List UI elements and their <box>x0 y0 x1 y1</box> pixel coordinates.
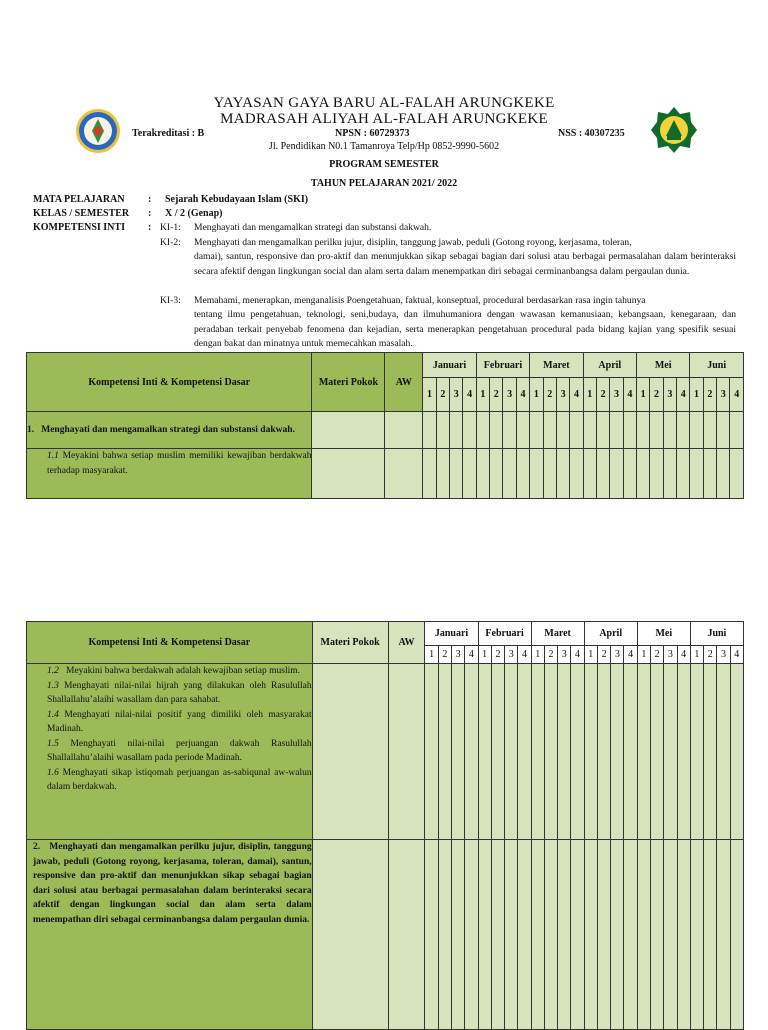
week-number: 4 <box>677 646 690 664</box>
week-number: 2 <box>438 646 451 664</box>
month-header-januari: Januari <box>425 622 478 646</box>
schedule-cell[interactable] <box>423 449 436 499</box>
schedule-cell[interactable] <box>637 412 650 449</box>
schedule-cell[interactable] <box>531 664 544 840</box>
schedule-cell[interactable] <box>465 664 478 840</box>
schedule-cell[interactable] <box>463 412 476 449</box>
kd-text: Menghayati dan mengamalkan perilku jujur, disiplin, tanggung jawab, peduli (Gotong royong, kerjasama, toleran, damai), santun, responsive dan pro-aktif dan menunjukkan sikap sebagai bagian dari solusi atau berbagai permasalahan dalam berinteraksi secara afektif dengan lingkungan social dan alam serta dalam menempathan diri sebagai cerminanbangsa dalam pergaulan dunia. <box>33 842 312 925</box>
week-number: 1 <box>530 378 543 412</box>
schedule-cell[interactable] <box>650 449 663 499</box>
schedule-cell[interactable] <box>583 449 596 499</box>
week-number: 4 <box>730 378 744 412</box>
ki-label: KOMPETENSI INTI <box>33 222 125 233</box>
kd-number: 2. <box>33 842 41 852</box>
schedule-cell[interactable] <box>596 412 609 449</box>
week-number: 1 <box>690 646 703 664</box>
month-header-row <box>27 622 744 646</box>
schedule-cell[interactable] <box>650 412 663 449</box>
schedule-cell[interactable] <box>478 664 491 840</box>
schedule-cell[interactable] <box>570 412 583 449</box>
week-number: 3 <box>558 646 571 664</box>
document-title: PROGRAM SEMESTER <box>329 159 439 170</box>
week-number: 1 <box>476 378 489 412</box>
kd-number: 1.2 <box>47 666 59 676</box>
schedule-cell[interactable] <box>476 412 489 449</box>
week-number: 2 <box>703 378 716 412</box>
schedule-cell[interactable] <box>450 449 463 499</box>
month-header-mei: Mei <box>637 353 690 378</box>
schedule-cell[interactable] <box>703 412 716 449</box>
month-header-row <box>27 353 744 378</box>
schedule-cell[interactable] <box>637 664 650 840</box>
schedule-cell[interactable] <box>624 840 637 1030</box>
npsn: NPSN : 60729373 <box>335 128 410 139</box>
schedule-cell[interactable] <box>730 412 744 449</box>
kd-cell <box>27 449 312 499</box>
foundation-name: YAYASAN GAYA BARU AL-FALAH ARUNGKEKE <box>213 95 555 111</box>
month-header-mei: Mei <box>637 622 690 646</box>
schedule-cell[interactable] <box>518 664 531 840</box>
week-number: 2 <box>436 378 449 412</box>
week-number: 4 <box>465 646 478 664</box>
schedule-cell[interactable] <box>452 664 465 840</box>
schedule-cell[interactable] <box>664 664 677 840</box>
week-number: 4 <box>570 378 583 412</box>
kd-number: 1.3 <box>47 680 59 691</box>
schedule-cell[interactable] <box>556 449 569 499</box>
ki-2 <box>160 236 736 279</box>
week-number: 2 <box>596 378 609 412</box>
week-number: 3 <box>664 646 677 664</box>
week-number: 4 <box>624 646 637 664</box>
schedule-cell[interactable] <box>663 449 676 499</box>
schedule-cell[interactable] <box>704 664 717 840</box>
schedule-cell[interactable] <box>690 412 703 449</box>
schedule-cell[interactable] <box>450 412 463 449</box>
schedule-cell[interactable] <box>436 412 449 449</box>
week-number: 2 <box>651 646 664 664</box>
table-row <box>27 412 744 449</box>
subject-label: MATA PELAJARAN <box>33 194 125 205</box>
week-number: 4 <box>518 646 531 664</box>
week-number: 3 <box>556 378 569 412</box>
week-number: 3 <box>450 378 463 412</box>
class-label: KELAS / SEMESTER <box>33 208 130 219</box>
month-header-april: April <box>583 353 636 378</box>
schedule-cell[interactable] <box>663 412 676 449</box>
schedule-cell[interactable] <box>544 664 557 840</box>
ki-1 <box>160 221 736 235</box>
schedule-cell[interactable] <box>478 840 491 1030</box>
week-number: 4 <box>677 378 690 412</box>
month-header-juni: Juni <box>690 353 744 378</box>
kd-item <box>47 737 312 766</box>
schedule-cell[interactable] <box>490 449 503 499</box>
schedule-cell[interactable] <box>730 449 744 499</box>
table-row <box>27 664 744 840</box>
kd-number: 1.6 <box>47 767 59 778</box>
schedule-cell[interactable] <box>438 840 451 1030</box>
schedule-cell[interactable] <box>425 840 438 1030</box>
week-number: 1 <box>637 646 650 664</box>
month-header-maret: Maret <box>530 353 583 378</box>
kd-item <box>47 708 312 737</box>
week-number: 3 <box>717 646 730 664</box>
schedule-cell[interactable] <box>570 449 583 499</box>
schedule-cell[interactable] <box>717 664 730 840</box>
week-number: 1 <box>478 646 491 664</box>
schedule-cell[interactable] <box>571 664 584 840</box>
class-sep: : <box>148 208 152 219</box>
schedule-cell[interactable] <box>610 449 623 499</box>
kd-cell <box>27 412 312 449</box>
schedule-cell[interactable] <box>518 840 531 1030</box>
month-header-maret: Maret <box>531 622 584 646</box>
week-number: 3 <box>610 378 623 412</box>
kd-text: Menghayati nilai-nilai positif yang dimiliki oleh masyarakat Madinah. <box>47 709 312 734</box>
schedule-cell[interactable] <box>503 412 516 449</box>
schedule-cell[interactable] <box>558 664 571 840</box>
kd-cell-group <box>27 664 313 840</box>
subject-sep: : <box>148 194 152 205</box>
schedule-cell[interactable] <box>558 840 571 1030</box>
schedule-cell[interactable] <box>503 449 516 499</box>
week-number: 1 <box>637 378 650 412</box>
week-number: 2 <box>491 646 504 664</box>
kd-text: Meyakini bahwa berdakwah adalah kewajiban setiap muslim. <box>66 666 300 676</box>
schedule-cell[interactable] <box>490 412 503 449</box>
subject-value: Sejarah Kebudayaan Islam (SKI) <box>165 194 309 205</box>
week-number: 4 <box>571 646 584 664</box>
ki-2-code: KI-2: <box>160 237 181 248</box>
schedule-cell[interactable] <box>717 840 730 1030</box>
schedule-cell[interactable] <box>505 840 518 1030</box>
schedule-cell[interactable] <box>677 840 690 1030</box>
schedule-cell[interactable] <box>438 664 451 840</box>
week-number: 2 <box>704 646 717 664</box>
schedule-cell[interactable] <box>530 449 543 499</box>
week-number: 3 <box>663 378 676 412</box>
schedule-cell[interactable] <box>690 840 703 1030</box>
month-header-februari: Februari <box>478 622 531 646</box>
month-header-juni: Juni <box>690 622 743 646</box>
week-number: 1 <box>531 646 544 664</box>
month-header-april: April <box>584 622 637 646</box>
ki-1-code: KI-1: <box>160 222 181 233</box>
table-row <box>27 449 744 499</box>
schedule-cell[interactable] <box>583 412 596 449</box>
schedule-cell[interactable] <box>637 449 650 499</box>
accreditation: Terakreditasi : B <box>132 128 205 139</box>
week-number: 3 <box>505 646 518 664</box>
schedule-cell[interactable] <box>505 664 518 840</box>
schedule-cell[interactable] <box>651 664 664 840</box>
ki-3-code: KI-3: <box>160 295 181 306</box>
week-number: 1 <box>425 646 438 664</box>
schedule-cell[interactable] <box>730 840 743 1030</box>
ki-sep: : <box>148 222 152 233</box>
schedule-cell[interactable] <box>677 449 690 499</box>
kd-column-header: Kompetensi Inti & Kompetensi Dasar <box>27 353 312 412</box>
schedule-cell[interactable] <box>530 412 543 449</box>
kd-text: Menghayati dan mengamalkan strategi dan substansi dakwah. <box>41 424 295 435</box>
schedule-cell[interactable] <box>463 449 476 499</box>
schedule-cell[interactable] <box>690 449 703 499</box>
kd-text: Meyakini bahwa setiap muslim memiliki kewajiban berdakwah terhadap masyarakat. <box>47 451 312 476</box>
schedule-cell[interactable] <box>584 840 597 1030</box>
schedule-cell[interactable] <box>690 664 703 840</box>
class-value: X / 2 (Genap) <box>165 208 223 219</box>
kd-number: 1. <box>27 424 35 435</box>
kd-item <box>47 766 312 795</box>
schedule-cell[interactable] <box>677 412 690 449</box>
kd-cell <box>27 840 313 1030</box>
week-number: 2 <box>597 646 610 664</box>
month-header-januari: Januari <box>423 353 476 378</box>
week-number: 4 <box>463 378 476 412</box>
week-number: 1 <box>690 378 703 412</box>
schedule-cell[interactable] <box>596 449 609 499</box>
kd-number: 1.1 <box>47 451 59 461</box>
schedule-cell[interactable] <box>543 449 556 499</box>
schedule-cell[interactable] <box>476 449 489 499</box>
schedule-cell[interactable] <box>717 449 730 499</box>
ki-3 <box>160 294 736 351</box>
schedule-cell[interactable] <box>543 412 556 449</box>
ki-3-text-rest: tentang ilmu pengetahuan, teknologi, seni,budaya, dan ilmuhumaniora dengan wawasan kemanusiaan, kebangsaan, kenegaraan, dan peradaban terkait penyebab fenomena dan kejadian, serta menerapkan pengetahuan procedural pada bidang kajian yang spesifik sesuai dengan bakat dan minatnya untuk memecahkan masalah. <box>194 309 736 349</box>
kd-item <box>47 664 312 679</box>
week-number: 1 <box>583 378 596 412</box>
schedule-cell[interactable] <box>623 449 636 499</box>
schedule-cell[interactable] <box>452 840 465 1030</box>
schedule-cell[interactable] <box>571 840 584 1030</box>
week-number: 2 <box>650 378 663 412</box>
week-number: 3 <box>717 378 730 412</box>
kd-column-header: Kompetensi Inti & Kompetensi Dasar <box>27 622 313 664</box>
week-number: 2 <box>544 646 557 664</box>
schedule-cell[interactable] <box>637 840 650 1030</box>
week-number: 2 <box>543 378 556 412</box>
schedule-cell[interactable] <box>491 840 504 1030</box>
schedule-cell[interactable] <box>597 840 610 1030</box>
schedule-cell[interactable] <box>664 840 677 1030</box>
schedule-cell[interactable] <box>556 412 569 449</box>
ki-1-text: Menghayati dan mengamalkan strategi dan substansi dakwah. <box>194 222 432 233</box>
schedule-cell[interactable] <box>425 664 438 840</box>
kd-item <box>47 679 312 708</box>
schedule-cell[interactable] <box>703 449 716 499</box>
week-number: 1 <box>584 646 597 664</box>
kd-number: 1.4 <box>47 709 59 720</box>
month-header-februari: Februari <box>476 353 529 378</box>
schedule-cell[interactable] <box>491 664 504 840</box>
address: Jl. Pendidikan N0.1 Tamanroya Telp/Hp 0852-9990-5602 <box>268 141 500 152</box>
materi-column-header: Materi Pokok <box>312 622 388 664</box>
schedule-cell[interactable] <box>610 412 623 449</box>
week-number: 3 <box>611 646 624 664</box>
ki-3-text-first: Memahami, menerapkan, menganalisis Poengetahuan, faktual, konseptual, procedural berdasarkan rasa ingin tahunya <box>194 295 646 306</box>
schedule-cell[interactable] <box>597 664 610 840</box>
week-number: 4 <box>730 646 743 664</box>
week-number: 1 <box>423 378 436 412</box>
week-number: 4 <box>516 378 529 412</box>
nss: NSS : 40307235 <box>558 128 625 139</box>
ki-2-text-rest: damai), santun, responsive dan pro-aktif dan menunjukkan sikap sebagai bagian dari solusi atau berbagai permasalahan dalam berinteraksi secara afektif dengan lingkungan social dan alam serta dalam menempatkan diri sebagai cerminanbangsa dalam pergaulan dunia. <box>194 251 736 277</box>
schedule-cell[interactable] <box>651 840 664 1030</box>
kd-text: Menghayati nilai-nilai perjuangan dakwah Rasulullah Shallallahu’alaihi wasallam pada periode Madinah. <box>47 738 312 763</box>
kd-number: 1.5 <box>47 738 59 749</box>
schedule-cell[interactable] <box>516 412 529 449</box>
week-number: 4 <box>623 378 636 412</box>
schedule-cell[interactable] <box>531 840 544 1030</box>
schedule-cell[interactable] <box>611 664 624 840</box>
schedule-table-page-1 <box>26 352 744 499</box>
schedule-cell[interactable] <box>624 664 637 840</box>
schedule-cell[interactable] <box>611 840 624 1030</box>
week-number: 2 <box>490 378 503 412</box>
schedule-cell[interactable] <box>465 840 478 1030</box>
week-number: 3 <box>503 378 516 412</box>
schedule-table-page-2 <box>26 621 744 1030</box>
school-year: TAHUN PELAJARAN 2021/ 2022 <box>310 178 458 189</box>
table-row <box>27 840 744 1030</box>
ki-2-text-first: Menghayati dan mengamalkan perilku jujur, disiplin, tanggung jawab, peduli (Gotong royong, kerjasama, toleran, <box>194 237 632 248</box>
schedule-cell[interactable] <box>677 664 690 840</box>
schedule-cell[interactable] <box>717 412 730 449</box>
schedule-cell[interactable] <box>704 840 717 1030</box>
schedule-cell[interactable] <box>623 412 636 449</box>
school-name: MADRASAH ALIYAH AL-FALAH ARUNGKEKE <box>220 111 548 127</box>
schedule-cell[interactable] <box>730 664 743 840</box>
kd-text: Menghayati nilai-nilai hijrah yang dilakukan oleh Rasulullah Shallallahu’alaihi wasallam dan para sahabat. <box>47 680 312 705</box>
aw-column-header: AW <box>388 622 425 664</box>
schedule-cell[interactable] <box>436 449 449 499</box>
aw-column-header: AW <box>385 353 423 412</box>
schedule-cell[interactable] <box>423 412 436 449</box>
schedule-cell[interactable] <box>516 449 529 499</box>
week-number: 3 <box>452 646 465 664</box>
materi-column-header: Materi Pokok <box>312 353 385 412</box>
kd-text: Menghayati sikap istiqomah perjuangan as-sabiqunal aw-walun dalam berdakwah. <box>47 767 312 792</box>
schedule-cell[interactable] <box>544 840 557 1030</box>
schedule-cell[interactable] <box>584 664 597 840</box>
